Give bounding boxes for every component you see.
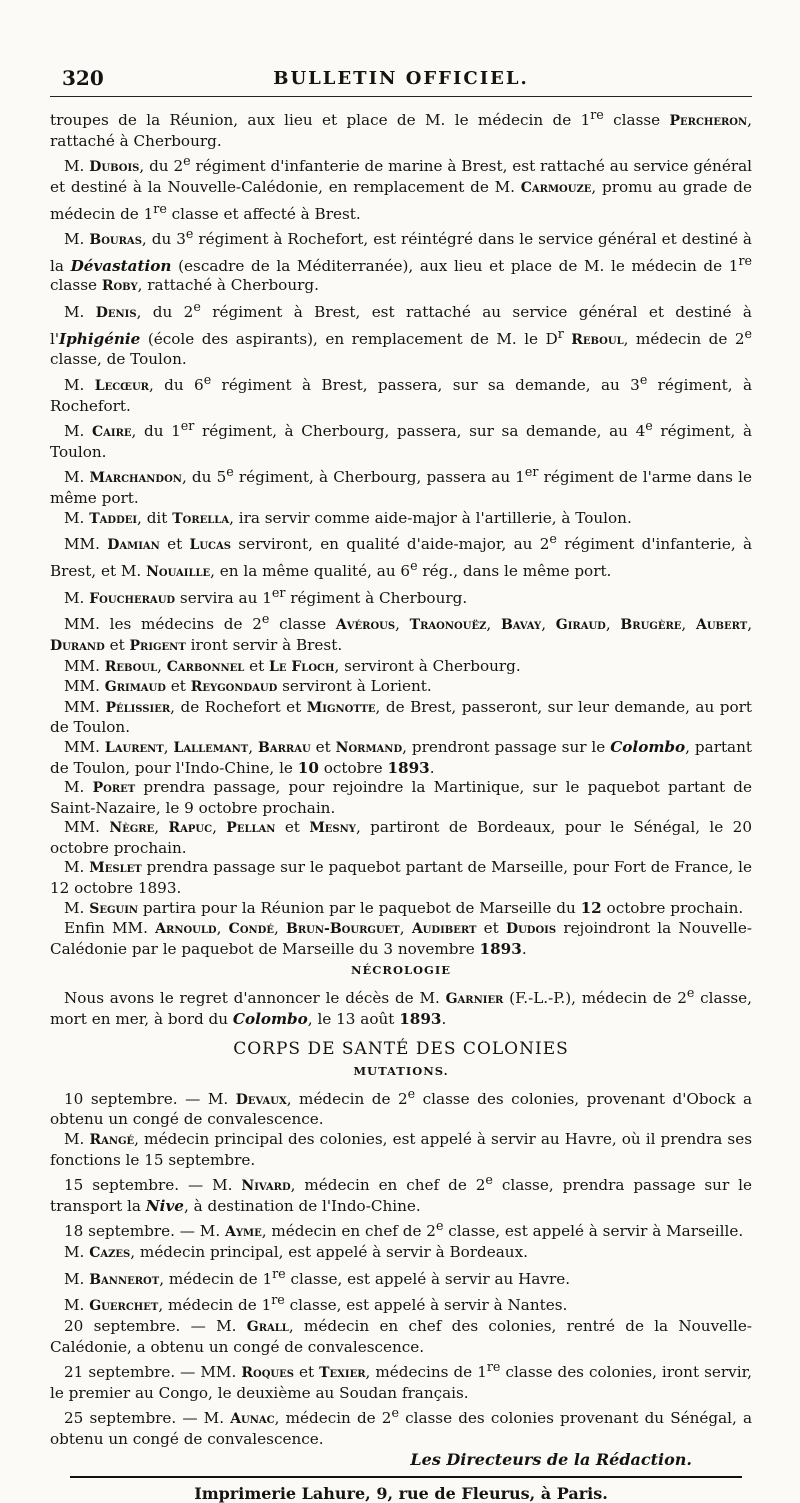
- paragraph: M. Bouras, du 3e régiment à Rochefort, est réintégré dans le service général et destiné à la Dévastation (escadre de la Méditerranée), aux lieu et place de M. le médecin de 1re classe Roby, rattaché à Cherbourg.: [50, 226, 752, 295]
- paragraph: M. Seguin partira pour la Réunion par le paquebot de Marseille du 12 octobre prochain.: [64, 898, 744, 917]
- paragraph: Enfin MM. Arnould, Condé, Brun-Bourguet, Audibert et Dudois rejoindront la Nouvelle-Calédonie par le paquebot de Marseille du 3 novembre 1893.: [50, 919, 753, 958]
- paragraph: 15 septembre. — M. Nivard, médecin en chef de 2e classe, prendra passage sur le transport la Nive, à destination de l'Indo-Chine.: [50, 1172, 752, 1215]
- paragraph: troupes de la Réunion, aux lieu et place de M. le médecin de 1re classe Percheron, rattaché à Cherbourg.: [50, 107, 752, 150]
- paragraph: MM. Nègre, Rapuc, Pellan et Mesny, partiront de Bordeaux, pour le Sénégal, le 20 octobre prochain.: [50, 818, 752, 857]
- section-title: CORPS DE SANTÉ DES COLONIES: [233, 1038, 569, 1059]
- running-title: BULLETIN OFFICIEL.: [273, 68, 529, 89]
- paragraph: MM. Damian et Lucas serviront, en qualité d'aide-major, au 2e régiment d'infanterie, à Brest, et M. Nouaille, en la même qualité, au 6e rég., dans le même port.: [50, 531, 752, 581]
- paragraph: MM. Grimaud et Reygondaud serviront à Lorient.: [64, 677, 432, 696]
- paragraph: M. Dubois, du 2e régiment d'infanterie de marine à Brest, est rattaché au service général et destiné à la Nouvelle-Calédonie, en remplacement de M. Carmouze, promu au grade de médecin de 1re classe et affecté à Brest.: [50, 153, 752, 223]
- paragraph: M. Marchandon, du 5e régiment, à Cherbourg, passera au 1er régiment de l'arme dans le même port.: [50, 464, 752, 508]
- paragraph: MM. Reboul, Carbonnel et Le Floch, serviront à Cherbourg.: [64, 656, 521, 675]
- paragraph: M. Guerchet, médecin de 1re classe, est appelé à servir à Nantes.: [64, 1292, 568, 1315]
- paragraph: MM. Laurent, Lallemant, Barrau et Normand, prendront passage sur le Colombo, partant de Toulon, pour l'Indo-Chine, le 10 octobre 1893.: [50, 737, 753, 777]
- paragraph: M. Poret prendra passage, pour rejoindre la Martinique, sur le paquebot partant de Saint-Nazaire, le 9 octobre prochain.: [50, 778, 752, 817]
- paragraph: MM. les médecins de 2e classe Avérous, Traonouëz, Bavay, Giraud, Brugère, Aubert, Durand et Prigent iront servir à Brest.: [50, 611, 753, 654]
- paragraph: 25 septembre. — M. Aunac, médecin de 2e classe des colonies provenant du Sénégal, a obtenu un congé de convalescence.: [50, 1405, 752, 1449]
- paragraph: 10 septembre. — M. Devaux, médecin de 2e classe des colonies, provenant d'Obock a obtenu un congé de convalescence.: [50, 1085, 752, 1129]
- mutations-heading: MUTATIONS.: [353, 1063, 449, 1078]
- paragraph: 18 septembre. — M. Ayme, médecin en chef de 2e classe, est appelé à servir à Marseille.: [64, 1218, 744, 1241]
- paragraph: M. Lecœur, du 6e régiment à Brest, passera, sur sa demande, au 3e régiment, à Rochefort.: [50, 371, 752, 415]
- paragraph: M. Taddei, dit Torella, ira servir comme aide-major à l'artillerie, à Toulon.: [64, 508, 632, 527]
- paragraph: M. Bannerot, médecin de 1re classe, est appelé à servir au Havre.: [64, 1265, 571, 1288]
- paragraph: M. Caire, du 1er régiment, à Cherbourg, passera, sur sa demande, au 4e régiment, à Toulon.: [50, 418, 753, 461]
- paragraph: 21 septembre. — MM. Roques et Texier, médecins de 1re classe des colonies, iront servir, le premier au Congo, le deuxième au Soudan français.: [50, 1359, 752, 1402]
- paragraph: M. Meslet prendra passage sur le paquebot partant de Marseille, pour Fort de France, le 12 octobre 1893.: [50, 858, 752, 898]
- printer-imprint: Imprimerie Lahure, 9, rue de Fleurus, à Paris.: [194, 1483, 608, 1503]
- necrologie-heading: NÉCROLOGIE: [350, 963, 452, 978]
- paragraph: M. Rangé, médecin principal des colonies, est appelé à servir au Havre, où il prendra ses fonctions le 15 septembre.: [50, 1129, 752, 1169]
- page-number: 320: [62, 66, 104, 90]
- page-header: [50, 60, 752, 97]
- paragraph: M. Foucheraud servira au 1er régiment à Cherbourg.: [64, 584, 468, 607]
- paragraph: Nous avons le regret d'annoncer le décès de M. Garnier (F.-L.-P.), médecin de 2e classe, mort en mer, à bord du Colombo, le 13 août 1893.: [50, 985, 752, 1029]
- paragraph: M. Denis, du 2e régiment à Brest, est rattaché au service général et destiné à l'Iphigénie (école des aspirants), en remplacement de M. le $D^r$ Reboul, médecin de 2e classe, de Toulon.: [50, 299, 752, 369]
- main-text: [50, 105, 752, 1470]
- paragraph: 20 septembre. — M. Grall, médecin en chef des colonies, rentré de la Nouvelle-Calédonie, a obtenu un congé de convalescence.: [50, 1316, 752, 1356]
- signature: Les Directeurs de la Rédaction.: [410, 1449, 692, 1469]
- paragraph: M. Cazes, médecin principal, est appelé à servir à Bordeaux.: [64, 1243, 528, 1262]
- paragraph: MM. Pélissier, de Rochefort et Mignotte, de Brest, passeront, sur leur demande, au port de Toulon.: [50, 697, 752, 737]
